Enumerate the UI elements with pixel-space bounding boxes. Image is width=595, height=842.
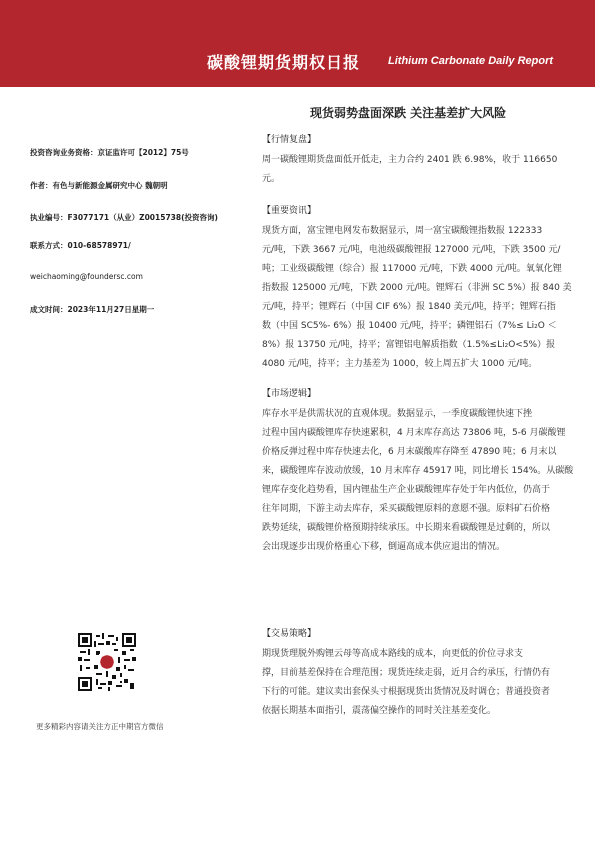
text-line: 吨；工业级碳酸锂（综合）报 117000 元/吨，下跌 4000 元/吨。氧氧化锂 [262, 264, 562, 274]
text-line: 价格反弹过程中库存快速去化，6 月末碳酸库存降至 47890 吨；6 月末以 [262, 447, 557, 457]
text-line: 4080 元/吨，持平；主力基差为 1000，较上周五扩大 1000 元/吨。 [262, 359, 538, 369]
text-line: 下行的可能。建议卖出套保头寸根据现货出货情况及时调仓；普通投资者 [262, 687, 551, 697]
qr-caption: 更多精彩内容请关注方正中期官方微信 [36, 722, 164, 731]
text-line: 来，碳酸锂库存波动放缓，10 月末库存 45917 吨，同比增长 154%。从碳酸 [262, 466, 574, 476]
qr-code-icon [78, 633, 136, 691]
text-line: 元/吨，下跌 3667 元/吨，电池级碳酸锂报 127000 元/吨，下跌 3500 元/ [262, 245, 561, 255]
text-line: 撑，目前基差保持在合理范围；现货连续走弱，近月合约承压，行情仍有 [262, 668, 551, 678]
section-body-strategy [262, 645, 580, 721]
header-banner [0, 0, 595, 87]
section-heading-news: 【重要资讯】 [262, 206, 317, 216]
text-line: 周一碳酸锂期货盘面低开低走，主力合约 2401 跌 6.98%，收于 116650 [262, 155, 558, 165]
phone-text: 联系方式：010-68578971/ [30, 241, 131, 250]
section-heading-review: 【行情复盘】 [262, 135, 317, 145]
text-line: 元。 [262, 174, 281, 184]
text-line: 依据长期基本面指引，震荡偏空操作的同时关注基差变化。 [262, 706, 497, 716]
text-line: 往年同期，下游主动去库存，采买碳酸锂原料的意愿不强。原料矿石价格 [262, 504, 551, 514]
text-line: 过程中国内碳酸锂库存快速累积，4 月末库存高达 73806 吨，5-6 月碳酸锂 [262, 428, 566, 438]
section-body-logic [262, 405, 580, 557]
report-title-en: Lithium Carbonate Daily Report [388, 55, 554, 67]
email-link[interactable]: weichaoming@foundersc.com [30, 272, 143, 281]
section-body-news [262, 222, 580, 374]
text-line: 指数报 125000 元/吨，下跌 2000 元/吨。锂辉石（非洲 SC 5%）报 840 美 [262, 283, 572, 293]
text-line: 期现货理脱外购锂云母等高成本路线的成本，向更低的价位寻求支 [262, 649, 524, 659]
qualification-text: 投资咨询业务资格：京证监许可【2012】75号 [30, 148, 189, 157]
text-line: 8%）报 13750 元/吨，持平；富锂铝电解质指数（1.5%≤Li₂O<5%）报 [262, 340, 556, 350]
text-line: 数（中国 SC5%- 6%）报 10400 元/吨，持平；磷锂铝石（7%≤ Li₂O ＜ [262, 321, 557, 331]
text-line: 会出现逐步出现价格重心下移，倒逼高成本供应退出的情况。 [262, 542, 506, 552]
author-text: 作者：有色与新能源金属研究中心 魏朝明 [30, 181, 168, 190]
text-line: 现货方面，富宝锂电网发布数据显示，周一富宝碳酸锂指数报 122333 [262, 226, 543, 236]
license-text: 执业编号：F3077171（从业）Z0015738(投资咨询) [30, 213, 218, 222]
section-heading-logic: 【市场逻辑】 [262, 389, 317, 399]
section-body-review [262, 151, 580, 189]
date-text: 成文时间：2023年11月27日星期一 [30, 305, 155, 314]
report-title-cn: 碳酸锂期货期权日报 [207, 53, 361, 72]
qr-code[interactable] [78, 633, 136, 691]
text-line: 跌势延续，碳酸锂价格预期持续承压。中长期来看碳酸锂是过剩的，所以 [262, 523, 551, 533]
section-heading-strategy: 【交易策略】 [262, 629, 317, 639]
headline: 现货弱势盘面深跌 关注基差扩大风险 [310, 106, 507, 120]
text-line: 库存水平是供需状况的直观体现。数据显示，一季度碳酸锂快速下挫 [262, 409, 533, 419]
text-line: 元/吨，持平；锂辉石（中国 CIF 6%）报 1840 美元/吨，持平；锂辉石指 [262, 302, 556, 312]
text-line: 锂库存变化趋势看，国内锂盐生产企业碳酸锂库存处于年内低位，仍高于 [262, 485, 551, 495]
